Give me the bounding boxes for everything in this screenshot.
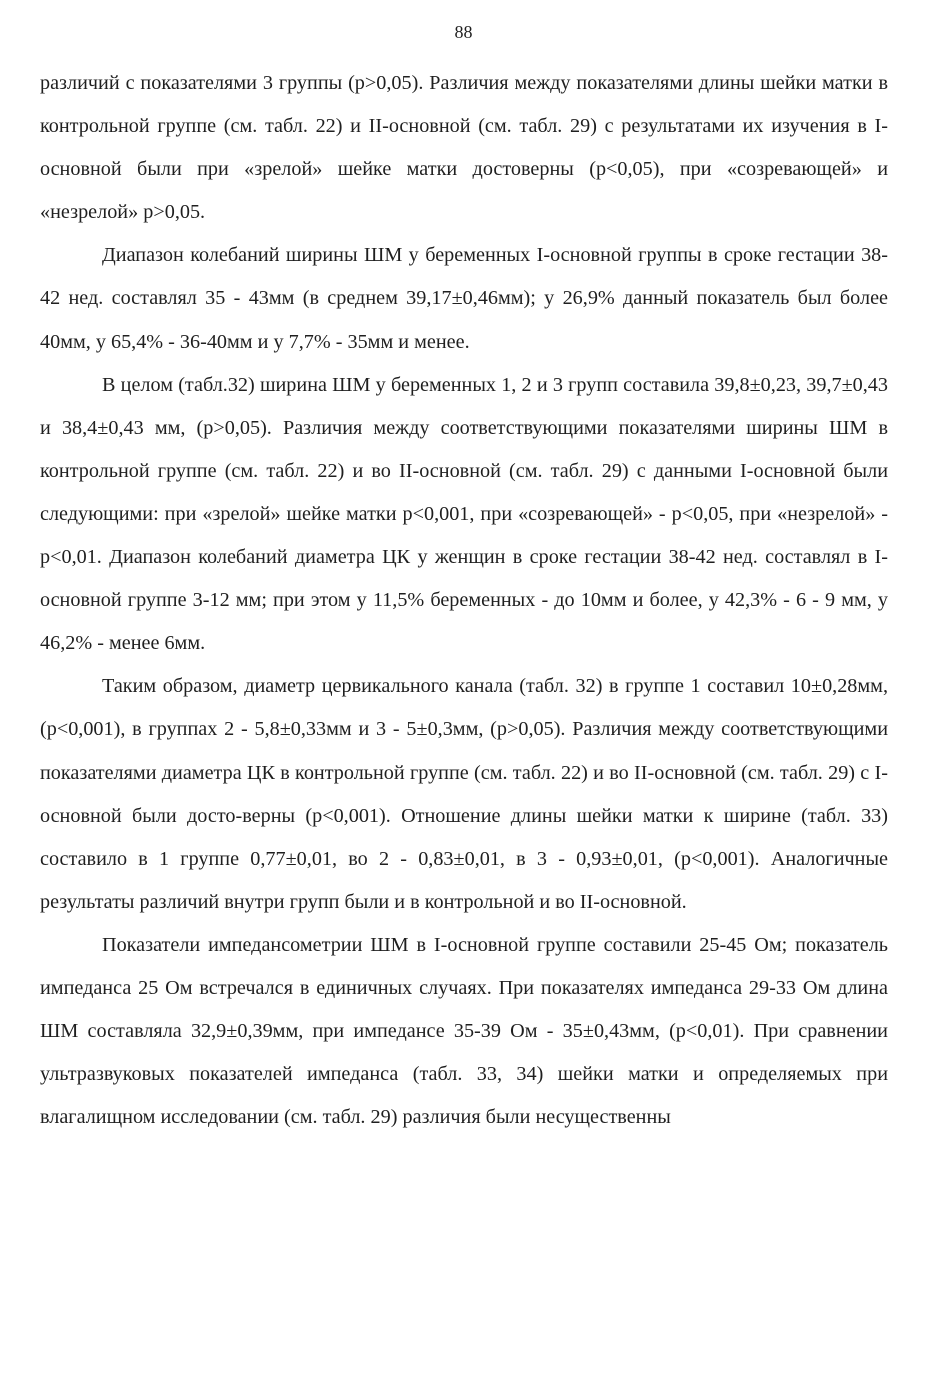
paragraph-5: Показатели импедансометрии ШМ в I-основной группе составили 25-45 Ом; показатель импеданса 25 Ом встречался в единичных случаях. При показателях импеданса 29-33 Ом длина ШМ составляла 32,9±0,39мм, при импедансе 35-39 Ом - 35±0,43мм, (р<0,01). При сравнении ультразвуковых показателей импеданса (табл. 33, 34) шейки матки и определяемых при влагалищном исследовании (см. табл. 29) различия были несущественны: [40, 933, 888, 1129]
page-number: 88: [454, 22, 473, 42]
body-text: [40, 62, 888, 1139]
paragraph-3: В целом (табл.32) ширина ШМ у беременных 1, 2 и 3 групп составила 39,8±0,23, 39,7±0,43 и 38,4±0,43 мм, (р>0,05). Различия между соответствующими показателями ширины ШМ в контрольной группе (см. табл. 22) и во II-основной (см. табл. 29) с данными I-основной были следующими: при «зрелой» шейке матки р<0,001, при «созревающей» - р<0,05, при «незрелой» - р<0,01. Диапазон колебаний диаметра ЦК у женщин в сроке гестации 38-42 нед. составлял в I-основной группе 3-12 мм; при этом у 11,5% беременных - до 10мм и более, у 42,3% - 6 - 9 мм, у 46,2% - менее 6мм.: [40, 373, 888, 655]
paragraph-2: Диапазон колебаний ширины ШМ у беременных I-основной группы в сроке гестации 38-42 нед. составлял 35 - 43мм (в среднем 39,17±0,46мм); у 26,9% данный показатель был более 40мм, у 65,4% - 36-40мм и у 7,7% - 35мм и менее.: [40, 244, 888, 353]
paragraph-1: различий с показателями 3 группы (p>0,05). Различия между показателями длины шейки матки в контрольной группе (см. табл. 22) и II-основной (см. табл. 29) с результатами их изучения в I-основной были при «зрелой» шейке матки достоверны (р<0,05), при «созревающей» и «незрелой» р>0,05.: [40, 72, 888, 224]
paragraph-4: Таким образом, диаметр цервикального канала (табл. 32) в группе 1 составил 10±0,28мм, (р<0,001), в группах 2 - 5,8±0,33мм и 3 - 5±0,3мм, (р>0,05). Различия между соответствующими показателями диаметра ЦК в контрольной группе (см. табл. 22) и во II-основной (см. табл. 29) с I-основной были досто-верны (р<0,001). Отношение длины шейки матки к ширине (табл. 33) составило в 1 группе 0,77±0,01, во 2 - 0,83±0,01, в 3 - 0,93±0,01, (р<0,001). Аналогичные результаты различий внутри групп были и в контрольной и во II-основной.: [40, 675, 888, 913]
